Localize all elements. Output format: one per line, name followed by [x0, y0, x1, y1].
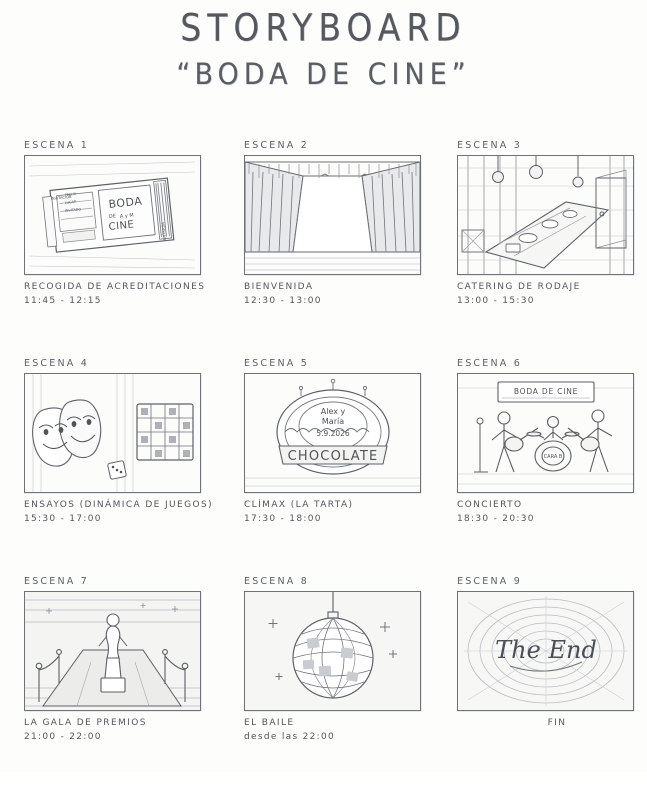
scene-caption-text-7: LA GALA DE PREMIOS	[24, 718, 147, 728]
scene-frame-2	[244, 155, 421, 275]
svg-text:CINE: CINE	[108, 219, 135, 233]
scene-caption-1	[24, 281, 204, 309]
svg-text:DE: DE	[108, 213, 117, 220]
scene-frame-9	[457, 591, 634, 711]
svg-text:BODA: BODA	[107, 194, 143, 211]
scene-label-4: ESCENA 4	[24, 358, 89, 369]
svg-text:INVITADO: INVITADO	[64, 207, 82, 213]
svg-text:5.9.2026: 5.9.2026	[316, 429, 350, 438]
svg-text:María: María	[321, 417, 345, 426]
scene-label-1: ESCENA 1	[24, 140, 89, 151]
svg-text:The End: The End	[495, 636, 597, 664]
storyboard-title-block	[0, 5, 647, 92]
scene-caption-6	[457, 499, 637, 527]
scene-caption-text-9: FIN	[547, 718, 567, 728]
scene-time-2: 12:30 - 13:00	[244, 295, 322, 306]
scene-time-5: 17:30 - 18:00	[244, 513, 322, 524]
svg-text:FECHA: FECHA	[64, 191, 77, 197]
scene-caption-text-8: EL BAILE	[244, 718, 295, 728]
scene-time-3: 13:00 - 15:30	[457, 295, 535, 306]
storyboard-cell-7	[24, 576, 204, 745]
scene-frame-4	[24, 373, 201, 493]
scene-time-6: 18:30 - 20:30	[457, 513, 535, 524]
page-title: STORYBOARD	[180, 5, 467, 50]
scene-caption-9	[457, 717, 637, 731]
svg-text:BODA DE CINE: BODA DE CINE	[513, 387, 579, 396]
svg-text:Alex y: Alex y	[320, 407, 346, 416]
scene-time-7: 21:00 - 22:00	[24, 731, 102, 742]
svg-text:LUGAR: LUGAR	[64, 199, 77, 205]
scene-label-3: ESCENA 3	[457, 140, 522, 151]
scene-label-5: ESCENA 5	[244, 358, 309, 369]
scene-frame-8	[244, 591, 421, 711]
scene-caption-8	[244, 717, 424, 745]
scene-caption-2	[244, 281, 424, 309]
scene-label-9: ESCENA 9	[457, 576, 522, 587]
svg-text:ENTRADA: ENTRADA	[160, 221, 167, 241]
scene-caption-text-1: RECOGIDA DE ACREDITACIONES	[24, 282, 206, 292]
scene-caption-5	[244, 499, 424, 527]
scene-caption-text-4: ENSAYOS (DINÁMICA DE JUEGOS)	[24, 500, 214, 510]
svg-text:A y M: A y M	[119, 212, 135, 220]
scene-frame-5	[244, 373, 421, 493]
scene-caption-3	[457, 281, 637, 309]
storyboard-cell-5	[244, 358, 424, 527]
scene-label-6: ESCENA 6	[457, 358, 522, 369]
storyboard-row	[0, 358, 647, 576]
scene-time-8: desde las 22:00	[244, 731, 336, 742]
storyboard-cell-1	[24, 140, 204, 309]
scene-caption-text-5: CLÍMAX (LA TARTA)	[244, 500, 354, 510]
storyboard-grid	[0, 140, 647, 794]
svg-text:CARA B: CARA B	[543, 454, 563, 460]
scene-caption-text-6: CONCIERTO	[457, 500, 523, 510]
scene-label-8: ESCENA 8	[244, 576, 309, 587]
storyboard-cell-3	[457, 140, 637, 309]
svg-text:INVITACION: INVITACION	[50, 194, 72, 201]
scene-caption-4	[24, 499, 214, 527]
scene-time-4: 15:30 - 17:00	[24, 513, 102, 524]
scene-caption-text-3: CATERING DE RODAJE	[457, 282, 581, 292]
svg-text:CHOCOLATE: CHOCOLATE	[287, 449, 379, 464]
scene-caption-7	[24, 717, 204, 745]
storyboard-cell-8	[244, 576, 424, 745]
storyboard-cell-9	[457, 576, 637, 731]
storyboard-cell-4	[24, 358, 214, 527]
scene-frame-6	[457, 373, 634, 493]
scene-label-2: ESCENA 2	[244, 140, 309, 151]
storyboard-cell-6	[457, 358, 637, 527]
scene-caption-text-2: BIENVENIDA	[244, 282, 314, 292]
storyboard-cell-2	[244, 140, 424, 309]
scene-label-7: ESCENA 7	[24, 576, 89, 587]
scene-frame-7	[24, 591, 201, 711]
page-subtitle: “BODA DE CINE”	[176, 57, 471, 92]
scene-time-1: 11:45 - 12:15	[24, 295, 102, 306]
scene-frame-3	[457, 155, 634, 275]
storyboard-row	[0, 576, 647, 794]
storyboard-row	[0, 140, 647, 358]
scene-frame-1	[24, 155, 201, 275]
